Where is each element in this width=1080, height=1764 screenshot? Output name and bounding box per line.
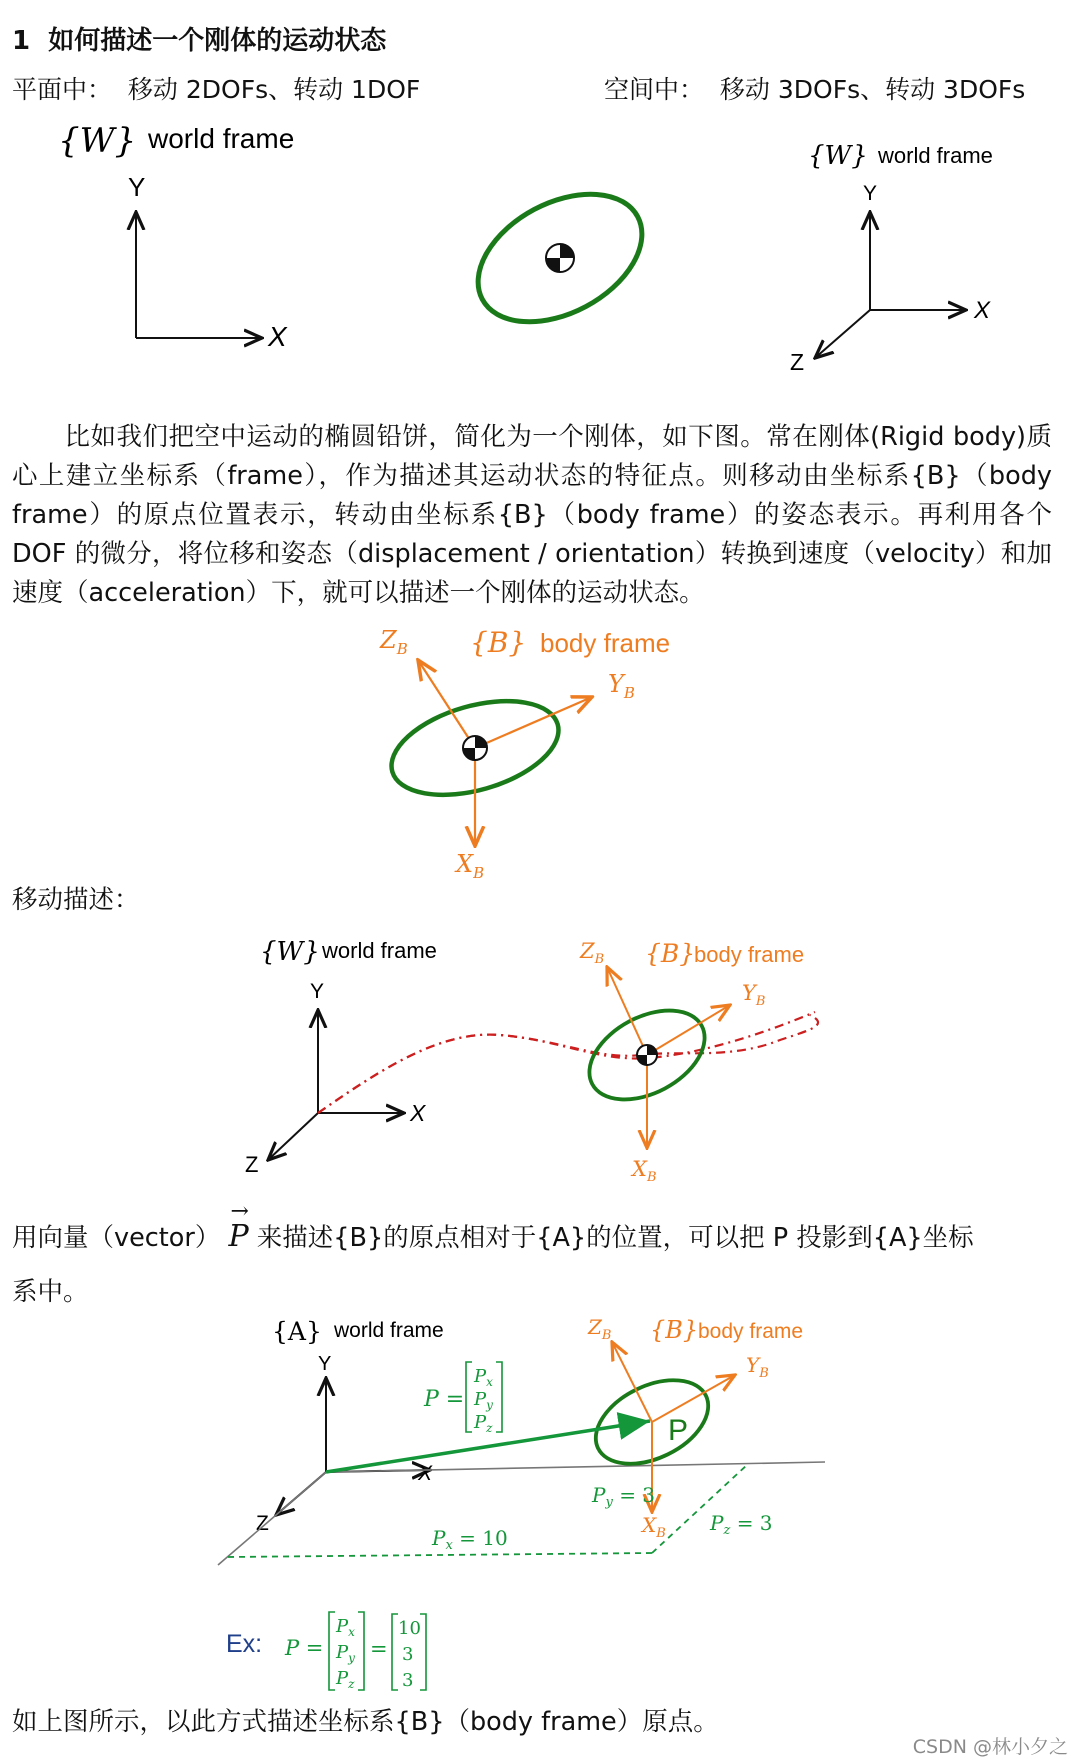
fig2-yb-label: $Y_B$ — [608, 670, 635, 702]
fig3-world-symbol: {W} — [260, 937, 320, 967]
example-equals: = — [370, 1637, 388, 1661]
fig3-body-symbol: {B} — [645, 939, 696, 968]
fig2-center-of-mass-icon — [463, 736, 487, 760]
example-value-y: 3 — [402, 1644, 414, 1665]
section-title-text: 如何描述一个刚体的运动状态 — [48, 26, 387, 56]
section-number: 1 — [12, 26, 31, 56]
fig3-y-label: Y — [310, 980, 325, 1003]
vector-arrow-icon: → — [230, 1199, 249, 1224]
fig1b-z-label: Z — [790, 349, 805, 375]
example-py: $P_y$ — [336, 1642, 355, 1665]
example-value-z: 3 — [402, 1670, 414, 1691]
fig4-py-annotation: $P_y = 3$ — [592, 1483, 656, 1510]
fig1b-z-axis — [815, 310, 870, 358]
fig4-zb-axis — [612, 1342, 652, 1422]
fig4-world-text: world frame — [334, 1319, 444, 1342]
example-vec-eq: P = — [285, 1636, 324, 1660]
fig4-pz-annotation: $P_z = 3$ — [710, 1511, 773, 1538]
fig1-x-label: X — [268, 321, 287, 352]
fig1-planar-frame — [58, 121, 294, 352]
center-of-mass-icon — [546, 244, 574, 272]
fig4-pz-projection — [652, 1464, 748, 1553]
fig4-z-label: Z — [256, 1512, 269, 1535]
fig4-matrix-px: $P_x$ — [474, 1366, 493, 1389]
vector-sentence-part2: 来描述{B}的原点相对于{A}的位置，可以把 P 投影到{A}坐标 — [256, 1223, 974, 1253]
fig3-xb-label: $X_B$ — [632, 1157, 657, 1185]
fig2-xb-label: $X_B$ — [456, 850, 485, 882]
fig3-body-text: body frame — [694, 942, 805, 967]
spatial-desc: 移动 3DOFs、转动 3DOFs — [719, 75, 1026, 104]
planar-desc: 移动 2DOFs、转动 1DOF — [127, 75, 421, 104]
fig1b-world-text: world frame — [878, 143, 993, 168]
fig4-matrix-py: $P_y$ — [474, 1389, 493, 1412]
fig2-zb-label: $Z_B$ — [380, 626, 408, 658]
fig1-world-symbol: {W} — [58, 121, 137, 161]
fig4-body-text: body frame — [698, 1320, 804, 1343]
fig3-yb-label: $Y_B$ — [742, 981, 766, 1009]
fig1b-x-label: X — [974, 297, 991, 324]
example-px: $P_x$ — [336, 1616, 355, 1639]
example-label: Ex: — [226, 1630, 263, 1658]
vector-sentence-part1: 用向量（vector） — [12, 1223, 221, 1253]
fig4-body-symbol: {B} — [650, 1316, 699, 1344]
fig3-z-axis — [268, 1113, 318, 1160]
vector-sentence-line1 — [12, 1199, 974, 1254]
fig4-ground-edge — [218, 1472, 326, 1565]
fig3-z-label: Z — [245, 1152, 259, 1177]
fig4-y-label: Y — [318, 1353, 332, 1375]
spatial-label: 空间中： — [604, 75, 705, 104]
fig4-ground-line — [326, 1462, 825, 1472]
planar-label: 平面中： — [12, 75, 113, 104]
fig3-x-label: X — [410, 1100, 426, 1126]
fig4-px-projection — [228, 1553, 652, 1557]
fig4-matrix-pz: $P_z$ — [474, 1412, 493, 1435]
fig3-world-text: world frame — [322, 938, 437, 963]
intro-paragraph-text: 比如我们把空中运动的椭圆铅饼，简化为一个刚体，如下图。常在刚体(Rigid body)质心上建立坐标系（frame），作为描述其运动状态的特征点。则移动由坐标系{B}（body frame）的原点位置表示，转动由坐标系{B}（body frame）的姿态表示。再利用各个 DOF 的微分，将位移和姿态（displacement / orientation）转换到速度（velocity）和加速度（acceleration）下，就可以描述一个刚体的运动状态。 — [12, 422, 1052, 608]
fig1-y-label: Y — [128, 172, 146, 202]
fig4-yb-label: $Y_B$ — [746, 1353, 769, 1381]
example-value-x: 10 — [398, 1618, 421, 1639]
fig3-translation — [245, 937, 818, 1185]
fig4-point-p-label: P — [668, 1414, 689, 1447]
fig3-center-of-mass-icon — [637, 1045, 657, 1065]
fig4-xb-label: $X_B$ — [642, 1513, 666, 1541]
vector-p-symbol: → P — [228, 1199, 249, 1254]
fig2-body-text: body frame — [540, 628, 671, 658]
fig2-body-frame — [379, 626, 670, 882]
fig4-position-vector — [218, 1315, 825, 1565]
translation-heading: 移动描述： — [12, 885, 140, 915]
fig2-zb-axis — [418, 660, 475, 748]
fig3-zb-label: $Z_B$ — [580, 939, 605, 967]
fig4-x-label: X — [418, 1462, 433, 1485]
fig4-world-symbol: {A} — [272, 1317, 322, 1346]
fig1-spatial-frame — [790, 141, 993, 375]
intro-paragraph — [12, 418, 1052, 613]
fig2-body-symbol: {B} — [470, 626, 527, 659]
closing-sentence: 如上图所示，以此方式描述坐标系{B}（body frame）原点。 — [12, 1707, 719, 1737]
fig4-px-annotation: $P_x = 10$ — [432, 1526, 508, 1553]
example-pz: $P_z$ — [336, 1668, 355, 1691]
fig1-rigid-body — [456, 168, 663, 348]
fig4-zb-label: $Z_B$ — [588, 1315, 612, 1343]
fig1b-y-label: Y — [863, 182, 878, 205]
fig3-zb-axis — [607, 967, 647, 1055]
example-equation — [226, 1612, 426, 1691]
fig1-world-text: world frame — [148, 123, 295, 154]
trajectory-path — [318, 1012, 815, 1113]
watermark: CSDN @林小夕之 — [912, 1736, 1068, 1758]
fig4-vec-eq: P = — [424, 1387, 465, 1412]
vector-sentence-line2: 系中。 — [12, 1277, 89, 1307]
fig1b-world-symbol: {W} — [808, 141, 868, 171]
